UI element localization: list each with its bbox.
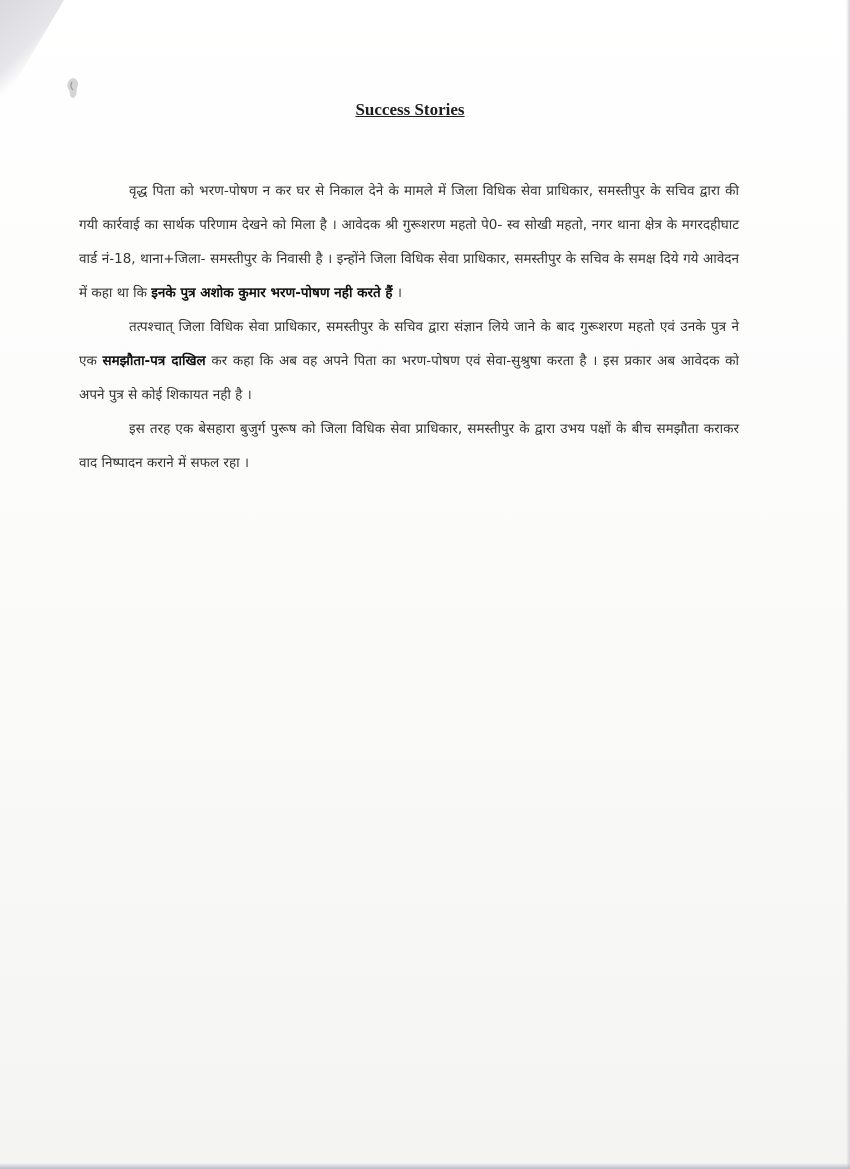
story-paragraph-1 [79,174,739,310]
highlighted-text: इनके पुत्र अशोक कुमार भरण-पोषण नही करते हैं [151,285,393,301]
paragraph-text: । [392,285,403,301]
scan-right-edge [846,0,850,1169]
story-paragraph-2 [79,310,739,412]
highlighted-text: समझौता-पत्र दाखिल [102,353,206,369]
scan-bottom-edge [0,1163,850,1169]
story-paragraph-3 [79,412,739,480]
story-body [79,174,739,480]
paragraph-text: वृद्ध पिता को भरण-पोषण न कर घर से निकाल देने के मामले में जिला विधिक सेवा प्राधिकार, समस्तीपुर के सचिव द्वारा की गयी कार्रवाई का सार्थक परिणाम देखने को मिला है । आवेदक श्री गुरूशरण महतो पे0- स्व सोखी महतो, नगर थाना क्षेत्र के मगरदहीघाट वार्ड नं-18, थाना+जिला- समस्तीपुर के निवासी है । इन्होंने जिला विधिक सेवा प्राधिकार, समस्तीपुर के सचिव के समक्ष दिये गये आवेदन में कहा था कि [79,183,739,301]
punch-mark-icon [64,76,82,100]
paragraph-text: कर कहा कि अब वह अपने पिता का भरण-पोषण एवं सेवा-सुश्रुषा करता है । इस प्रकार अब आवेदक को अपने पुत्र से कोई शिकायत नही है । [79,353,740,403]
page-title: Success Stories [355,100,465,119]
paragraph-text: इस तरह एक बेसहारा बुजुर्ग पुरूष को जिला विधिक सेवा प्राधिकार, समस्तीपुर के द्वारा उभय पक्षों के बीच समझौता कराकर वाद निष्पादन कराने में सफल रहा । [79,421,739,471]
paragraph-text: तत्पश्चात् जिला विधिक सेवा प्राधिकार, समस्तीपुर के सचिव द्वारा संज्ञान लिये जाने के बाद गुरूशरण महतो एवं उनके पुत्र ने एक [79,319,739,369]
